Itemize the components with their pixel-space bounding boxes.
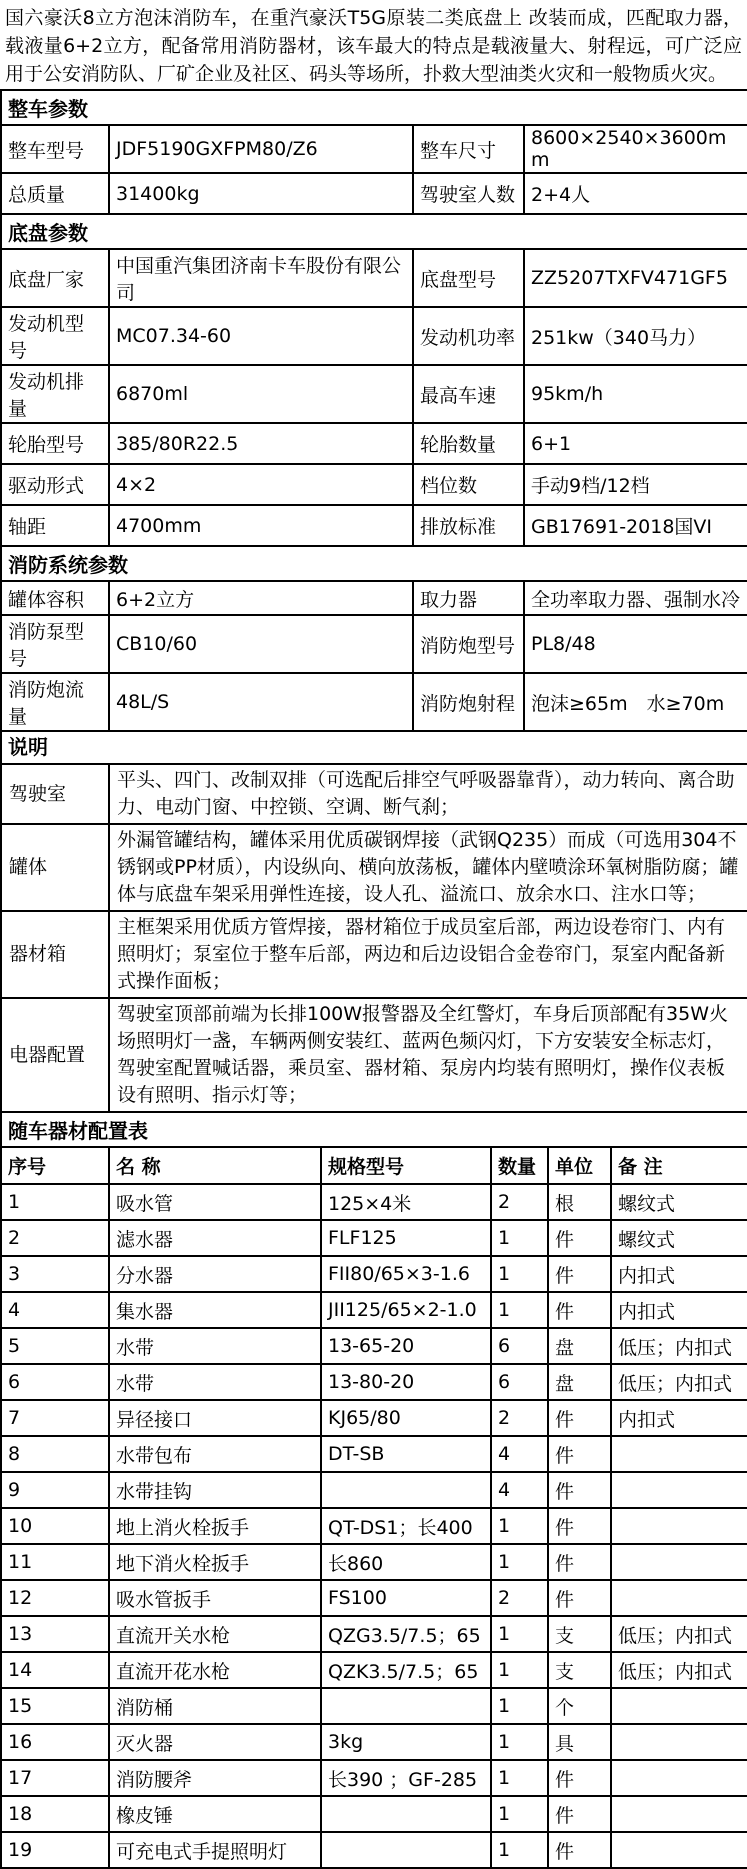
equipment-row <box>1 1400 747 1436</box>
column-header-spec: 规格型号 <box>321 1147 491 1184</box>
equipment-no: 4 <box>1 1292 109 1328</box>
param-value: GB17691-2018国VI <box>524 505 747 546</box>
equipment-unit: 件 <box>548 1472 611 1508</box>
equipment-name: 水带 <box>109 1328 321 1364</box>
param-label: 驾驶室人数 <box>413 173 524 214</box>
equipment-no: 1 <box>1 1184 109 1220</box>
equipment-note <box>611 1472 747 1508</box>
equipment-row <box>1 1724 747 1760</box>
equipment-spec: 13-80-20 <box>321 1364 491 1400</box>
equipment-no: 3 <box>1 1256 109 1292</box>
equipment-unit: 件 <box>548 1796 611 1832</box>
equipment-row <box>1 1796 747 1832</box>
equipment-spec <box>321 1832 491 1868</box>
param-row <box>1 505 747 546</box>
param-row <box>1 673 747 731</box>
equipment-row <box>1 1292 747 1328</box>
equipment-unit: 支 <box>548 1616 611 1652</box>
column-header-name: 名 称 <box>109 1147 321 1184</box>
param-label: 整车尺寸 <box>413 125 524 173</box>
intro-paragraph: 国六豪沃8立方泡沫消防车，在重汽豪沃T5G原装二类底盘上 改装而成，匹配取力器，载液量6+2立方，配备常用消防器材，该车最大的特点是载液量大、射程远，可广泛应用于公安消防队、厂矿企业及社区、码头等场所，扑救大型油类火灾和一般物质火灾。 <box>5 7 742 85</box>
equipment-unit: 根 <box>548 1184 611 1220</box>
param-label: 总质量 <box>1 173 109 214</box>
param-row <box>1 173 747 214</box>
equipment-qty: 1 <box>491 1688 548 1724</box>
equipment-qty: 2 <box>491 1580 548 1616</box>
description-row <box>1 998 747 1112</box>
section-row-chassis <box>1 214 747 249</box>
param-value: 6870ml <box>109 365 413 423</box>
equipment-note <box>611 1508 747 1544</box>
equipment-unit: 件 <box>548 1832 611 1868</box>
equipment-note <box>611 1796 747 1832</box>
section-row-equipment <box>1 1112 747 1147</box>
param-value: 8600×2540×3600mm <box>524 125 747 173</box>
equipment-row <box>1 1616 747 1652</box>
equipment-name: 直流开花水枪 <box>109 1652 321 1688</box>
param-row <box>1 423 747 464</box>
description-row <box>1 911 747 998</box>
equipment-note <box>611 1580 747 1616</box>
param-row <box>1 365 747 423</box>
equipment-no: 5 <box>1 1328 109 1364</box>
equipment-name: 水带包布 <box>109 1436 321 1472</box>
equipment-name: 滤水器 <box>109 1220 321 1256</box>
param-value: 6+2立方 <box>109 581 413 615</box>
param-label: 罐体容积 <box>1 581 109 615</box>
param-value: ZZ5207TXFV471GF5 <box>524 249 747 307</box>
equipment-header-row <box>1 1147 747 1184</box>
equipment-row <box>1 1364 747 1400</box>
equipment-note <box>611 1688 747 1724</box>
equipment-qty: 1 <box>491 1256 548 1292</box>
description-text: 外漏管罐结构，罐体采用优质碳钢焊接（武钢Q235）而成（可选用304不锈钢或PP材质），内设纵向、横向放荡板，罐体内壁喷涂环氧树脂防腐；罐体与底盘车架采用弹性连接，设人孔、溢流口、放余水口、注水口等； <box>109 824 747 911</box>
equipment-qty: 2 <box>491 1400 548 1436</box>
equipment-unit: 盘 <box>548 1328 611 1364</box>
column-header-qty: 数量 <box>491 1147 548 1184</box>
equipment-spec: FLF125 <box>321 1220 491 1256</box>
equipment-unit: 件 <box>548 1436 611 1472</box>
param-row <box>1 125 747 173</box>
equipment-note <box>611 1544 747 1580</box>
equipment-spec: 3kg <box>321 1724 491 1760</box>
param-value: 251kw（340马力） <box>524 307 747 365</box>
equipment-row <box>1 1760 747 1796</box>
param-label: 档位数 <box>413 464 524 505</box>
equipment-spec <box>321 1472 491 1508</box>
vehicle-params-table <box>0 89 747 215</box>
equipment-name: 直流开关水枪 <box>109 1616 321 1652</box>
equipment-no: 13 <box>1 1616 109 1652</box>
equipment-row <box>1 1436 747 1472</box>
equipment-no: 14 <box>1 1652 109 1688</box>
equipment-spec: QT-DS1；长400 <box>321 1508 491 1544</box>
equipment-name: 水带 <box>109 1364 321 1400</box>
equipment-unit: 件 <box>548 1508 611 1544</box>
description-row <box>1 824 747 911</box>
param-label: 消防炮流量 <box>1 673 109 731</box>
equipment-name: 消防桶 <box>109 1688 321 1724</box>
equipment-spec: FII80/65×3-1.6 <box>321 1256 491 1292</box>
equipment-note: 内扣式 <box>611 1256 747 1292</box>
equipment-qty: 1 <box>491 1760 548 1796</box>
equipment-note: 螺纹式 <box>611 1184 747 1220</box>
column-header-no: 序号 <box>1 1147 109 1184</box>
param-label: 轴距 <box>1 505 109 546</box>
chassis-params-table <box>0 213 747 547</box>
param-row <box>1 615 747 673</box>
param-label: 驱动形式 <box>1 464 109 505</box>
equipment-spec: QZG3.5/7.5；65 <box>321 1616 491 1652</box>
equipment-qty: 1 <box>491 1724 548 1760</box>
column-header-unit: 单位 <box>548 1147 611 1184</box>
equipment-row <box>1 1508 747 1544</box>
equipment-unit: 件 <box>548 1544 611 1580</box>
param-label: 底盘厂家 <box>1 249 109 307</box>
param-value: 31400kg <box>109 173 413 214</box>
param-label: 轮胎数量 <box>413 423 524 464</box>
equipment-name: 水带挂钩 <box>109 1472 321 1508</box>
equipment-spec: 长390 ；GF-285 <box>321 1760 491 1796</box>
equipment-no: 9 <box>1 1472 109 1508</box>
description-table <box>0 730 747 1113</box>
equipment-qty: 1 <box>491 1220 548 1256</box>
param-value: 4700mm <box>109 505 413 546</box>
section-title-fire-system: 消防系统参数 <box>1 546 747 581</box>
equipment-no: 2 <box>1 1220 109 1256</box>
equipment-no: 10 <box>1 1508 109 1544</box>
equipment-name: 分水器 <box>109 1256 321 1292</box>
description-label: 电器配置 <box>1 998 109 1112</box>
equipment-note <box>611 1436 747 1472</box>
param-value: 全功率取力器、强制水冷 <box>524 581 747 615</box>
equipment-spec <box>321 1796 491 1832</box>
equipment-name: 吸水管扳手 <box>109 1580 321 1616</box>
section-title-description: 说明 <box>1 731 747 764</box>
equipment-note: 内扣式 <box>611 1400 747 1436</box>
column-header-note: 备 注 <box>611 1147 747 1184</box>
fire-system-params-table <box>0 545 747 732</box>
equipment-name: 集水器 <box>109 1292 321 1328</box>
equipment-qty: 1 <box>491 1796 548 1832</box>
equipment-qty: 4 <box>491 1436 548 1472</box>
description-label: 器材箱 <box>1 911 109 998</box>
param-value: 6+1 <box>524 423 747 464</box>
param-value: 手动9档/12档 <box>524 464 747 505</box>
equipment-name: 橡皮锤 <box>109 1796 321 1832</box>
equipment-no: 7 <box>1 1400 109 1436</box>
param-row <box>1 581 747 615</box>
param-value: MC07.34-60 <box>109 307 413 365</box>
equipment-note: 低压；内扣式 <box>611 1364 747 1400</box>
equipment-row <box>1 1220 747 1256</box>
equipment-note <box>611 1832 747 1868</box>
description-label: 驾驶室 <box>1 764 109 824</box>
description-text: 驾驶室顶部前端为长排100W报警器及全红警灯，车身后顶部配有35W火场照明灯一盏，车辆两侧安装红、蓝两色频闪灯，下方安装安全标志灯，驾驶室配置喊话器，乘员室、器材箱、泵房内均装有照明灯，操作仪表板设有照明、指示灯等； <box>109 998 747 1112</box>
param-row <box>1 307 747 365</box>
equipment-qty: 6 <box>491 1364 548 1400</box>
equipment-qty: 1 <box>491 1832 548 1868</box>
equipment-note: 内扣式 <box>611 1292 747 1328</box>
param-value: 泡沫≥65m 水≥70m <box>524 673 747 731</box>
equipment-name: 异径接口 <box>109 1400 321 1436</box>
equipment-row <box>1 1184 747 1220</box>
equipment-unit: 件 <box>548 1400 611 1436</box>
section-title-equipment: 随车器材配置表 <box>1 1112 747 1147</box>
param-label: 消防炮型号 <box>413 615 524 673</box>
equipment-spec: DT-SB <box>321 1436 491 1472</box>
equipment-note: 低压；内扣式 <box>611 1616 747 1652</box>
equipment-name: 吸水管 <box>109 1184 321 1220</box>
description-label: 罐体 <box>1 824 109 911</box>
equipment-qty: 4 <box>491 1472 548 1508</box>
param-label: 消防炮射程 <box>413 673 524 731</box>
equipment-name: 地下消火栓扳手 <box>109 1544 321 1580</box>
param-value: 4×2 <box>109 464 413 505</box>
equipment-table <box>0 1111 747 1869</box>
equipment-no: 19 <box>1 1832 109 1868</box>
param-value: PL8/48 <box>524 615 747 673</box>
equipment-row <box>1 1472 747 1508</box>
param-value: 385/80R22.5 <box>109 423 413 464</box>
param-label: 发动机排量 <box>1 365 109 423</box>
equipment-row <box>1 1328 747 1364</box>
description-text: 平头、四门、改制双排（可选配后排空气呼吸器靠背），动力转向、离合助力、电动门窗、中控锁、空调、断气刹； <box>109 764 747 824</box>
equipment-spec: 长860 <box>321 1544 491 1580</box>
equipment-note: 低压；内扣式 <box>611 1652 747 1688</box>
param-label: 消防泵型号 <box>1 615 109 673</box>
equipment-unit: 支 <box>548 1652 611 1688</box>
equipment-name: 灭火器 <box>109 1724 321 1760</box>
param-row <box>1 464 747 505</box>
param-label: 整车型号 <box>1 125 109 173</box>
equipment-spec: FS100 <box>321 1580 491 1616</box>
equipment-qty: 1 <box>491 1292 548 1328</box>
param-label: 最高车速 <box>413 365 524 423</box>
equipment-spec: KJ65/80 <box>321 1400 491 1436</box>
equipment-spec: QZK3.5/7.5；65 <box>321 1652 491 1688</box>
equipment-unit: 件 <box>548 1760 611 1796</box>
equipment-no: 16 <box>1 1724 109 1760</box>
description-row <box>1 764 747 824</box>
equipment-spec <box>321 1688 491 1724</box>
equipment-no: 15 <box>1 1688 109 1724</box>
section-row-description <box>1 731 747 764</box>
param-value: 2+4人 <box>524 173 747 214</box>
description-text: 主框架采用优质方管焊接，器材箱位于成员室后部，两边设卷帘门、内有照明灯；泵室位于整车后部，两边和后边设铝合金卷帘门，泵室内配备新式操作面板； <box>109 911 747 998</box>
equipment-unit: 件 <box>548 1220 611 1256</box>
equipment-unit: 件 <box>548 1292 611 1328</box>
equipment-row <box>1 1652 747 1688</box>
equipment-no: 17 <box>1 1760 109 1796</box>
equipment-unit: 个 <box>548 1688 611 1724</box>
section-title-vehicle: 整车参数 <box>1 90 747 125</box>
equipment-note: 低压；内扣式 <box>611 1328 747 1364</box>
equipment-note <box>611 1760 747 1796</box>
param-value: 48L/S <box>109 673 413 731</box>
equipment-name: 可充电式手提照明灯 <box>109 1832 321 1868</box>
section-row-fire-system <box>1 546 747 581</box>
equipment-spec: JII125/65×2-1.0 <box>321 1292 491 1328</box>
equipment-no: 6 <box>1 1364 109 1400</box>
equipment-spec: 13-65-20 <box>321 1328 491 1364</box>
equipment-unit: 具 <box>548 1724 611 1760</box>
param-label: 发动机功率 <box>413 307 524 365</box>
equipment-no: 12 <box>1 1580 109 1616</box>
section-title-chassis: 底盘参数 <box>1 214 747 249</box>
equipment-qty: 1 <box>491 1544 548 1580</box>
equipment-qty: 1 <box>491 1652 548 1688</box>
param-row <box>1 249 747 307</box>
equipment-row <box>1 1688 747 1724</box>
param-label: 取力器 <box>413 581 524 615</box>
param-label: 发动机型号 <box>1 307 109 365</box>
equipment-row <box>1 1544 747 1580</box>
equipment-note: 螺纹式 <box>611 1220 747 1256</box>
equipment-row <box>1 1580 747 1616</box>
param-label: 底盘型号 <box>413 249 524 307</box>
param-value: 95km/h <box>524 365 747 423</box>
equipment-no: 11 <box>1 1544 109 1580</box>
param-value: CB10/60 <box>109 615 413 673</box>
equipment-note <box>611 1724 747 1760</box>
equipment-no: 18 <box>1 1796 109 1832</box>
equipment-unit: 件 <box>548 1580 611 1616</box>
equipment-qty: 1 <box>491 1508 548 1544</box>
section-row-vehicle <box>1 90 747 125</box>
equipment-spec: 125×4米 <box>321 1184 491 1220</box>
equipment-unit: 盘 <box>548 1364 611 1400</box>
param-value: 中国重汽集团济南卡车股份有限公司 <box>109 249 413 307</box>
equipment-name: 地上消火栓扳手 <box>109 1508 321 1544</box>
equipment-qty: 2 <box>491 1184 548 1220</box>
equipment-unit: 件 <box>548 1256 611 1292</box>
equipment-row <box>1 1832 747 1868</box>
param-label: 轮胎型号 <box>1 423 109 464</box>
param-label: 排放标准 <box>413 505 524 546</box>
equipment-qty: 6 <box>491 1328 548 1364</box>
equipment-no: 8 <box>1 1436 109 1472</box>
equipment-row <box>1 1256 747 1292</box>
equipment-qty: 1 <box>491 1616 548 1652</box>
param-value: JDF5190GXFPM80/Z6 <box>109 125 413 173</box>
equipment-name: 消防腰斧 <box>109 1760 321 1796</box>
